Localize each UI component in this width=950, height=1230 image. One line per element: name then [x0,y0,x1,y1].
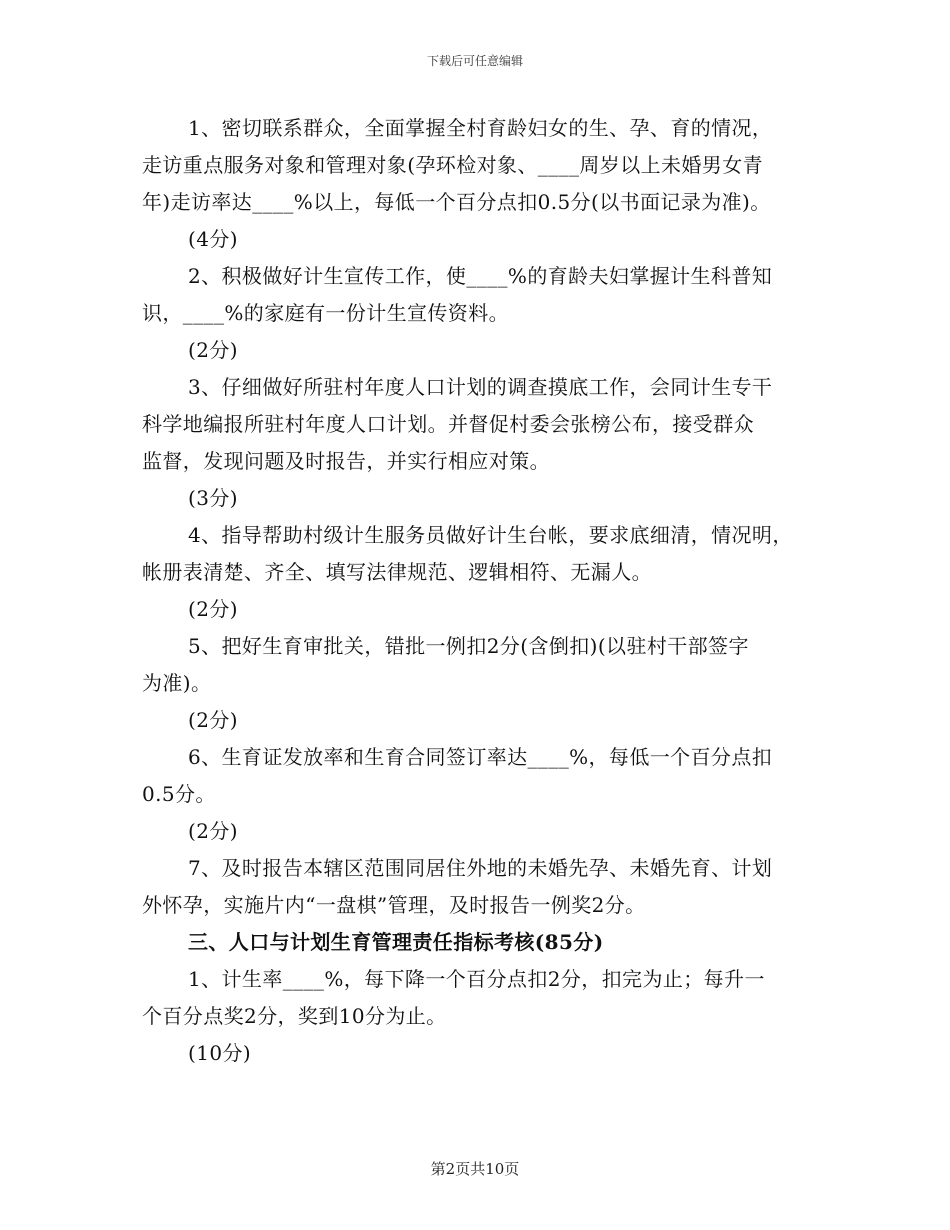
text-line: 个百分点奖2分，奖到10分为止。 [142,1004,447,1028]
text-line: 为准)。 [142,671,212,695]
text-line: (2分) [188,338,238,362]
text-line: (4分) [188,227,238,251]
document-body [142,110,820,1072]
text-line: 7、及时报告本辖区范围同居住外地的未婚先孕、未婚先育、计划 [188,856,773,880]
text-line: 走访重点服务对象和管理对象(孕环检对象、____周岁以上未婚男女青 [142,153,764,177]
text-line: 0.5分。 [142,782,216,806]
text-line: 监督，发现问题及时报告，并实行相应对策。 [142,449,550,473]
text-line: 年)走访率达____%以上，每低一个百分点扣0.5分(以书面记录为准)。 [142,190,771,214]
text-line: 1、密切联系群众，全面掌握全村育龄妇女的生、孕、育的情况， [188,116,773,140]
text-line: (2分) [188,708,238,732]
text-line: (2分) [188,819,238,843]
page-number: 第2页共10页 [430,1160,520,1178]
text-line: 三、人口与计划生育管理责任指标考核(85分) [188,930,604,954]
text-line: 外怀孕，实施片内“一盘棋”管理，及时报告一例奖2分。 [142,893,646,917]
text-line: 1、计生率____%，每下降一个百分点扣2分，扣完为止；每升一 [188,967,765,991]
page-header-note: 下载后可任意编辑 [426,54,523,68]
text-line: 4、指导帮助村级计生服务员做好计生台帐，要求底细清，情况明， [188,523,793,547]
text-line: 科学地编报所驻村年度人口计划。并督促村委会张榜公布，接受群众 [142,412,754,436]
text-line: 帐册表清楚、齐全、填写法律规范、逻辑相符、无漏人。 [142,560,652,584]
text-line: (2分) [188,597,238,621]
text-line: 6、生育证发放率和生育合同签订率达____%，每低一个百分点扣 [188,745,773,769]
text-line: (3分) [188,486,238,510]
text-line: 2、积极做好计生宣传工作，使____%的育龄夫妇掌握计生科普知 [188,264,773,288]
text-line: 3、仔细做好所驻村年度人口计划的调查摸底工作，会同计生专干 [188,375,773,399]
text-line: (10分) [188,1041,252,1065]
text-line: 识，____%的家庭有一份计生宣传资料。 [142,301,510,325]
text-line: 5、把好生育审批关，错批一例扣2分(含倒扣)(以驻村干部签字 [188,634,749,658]
